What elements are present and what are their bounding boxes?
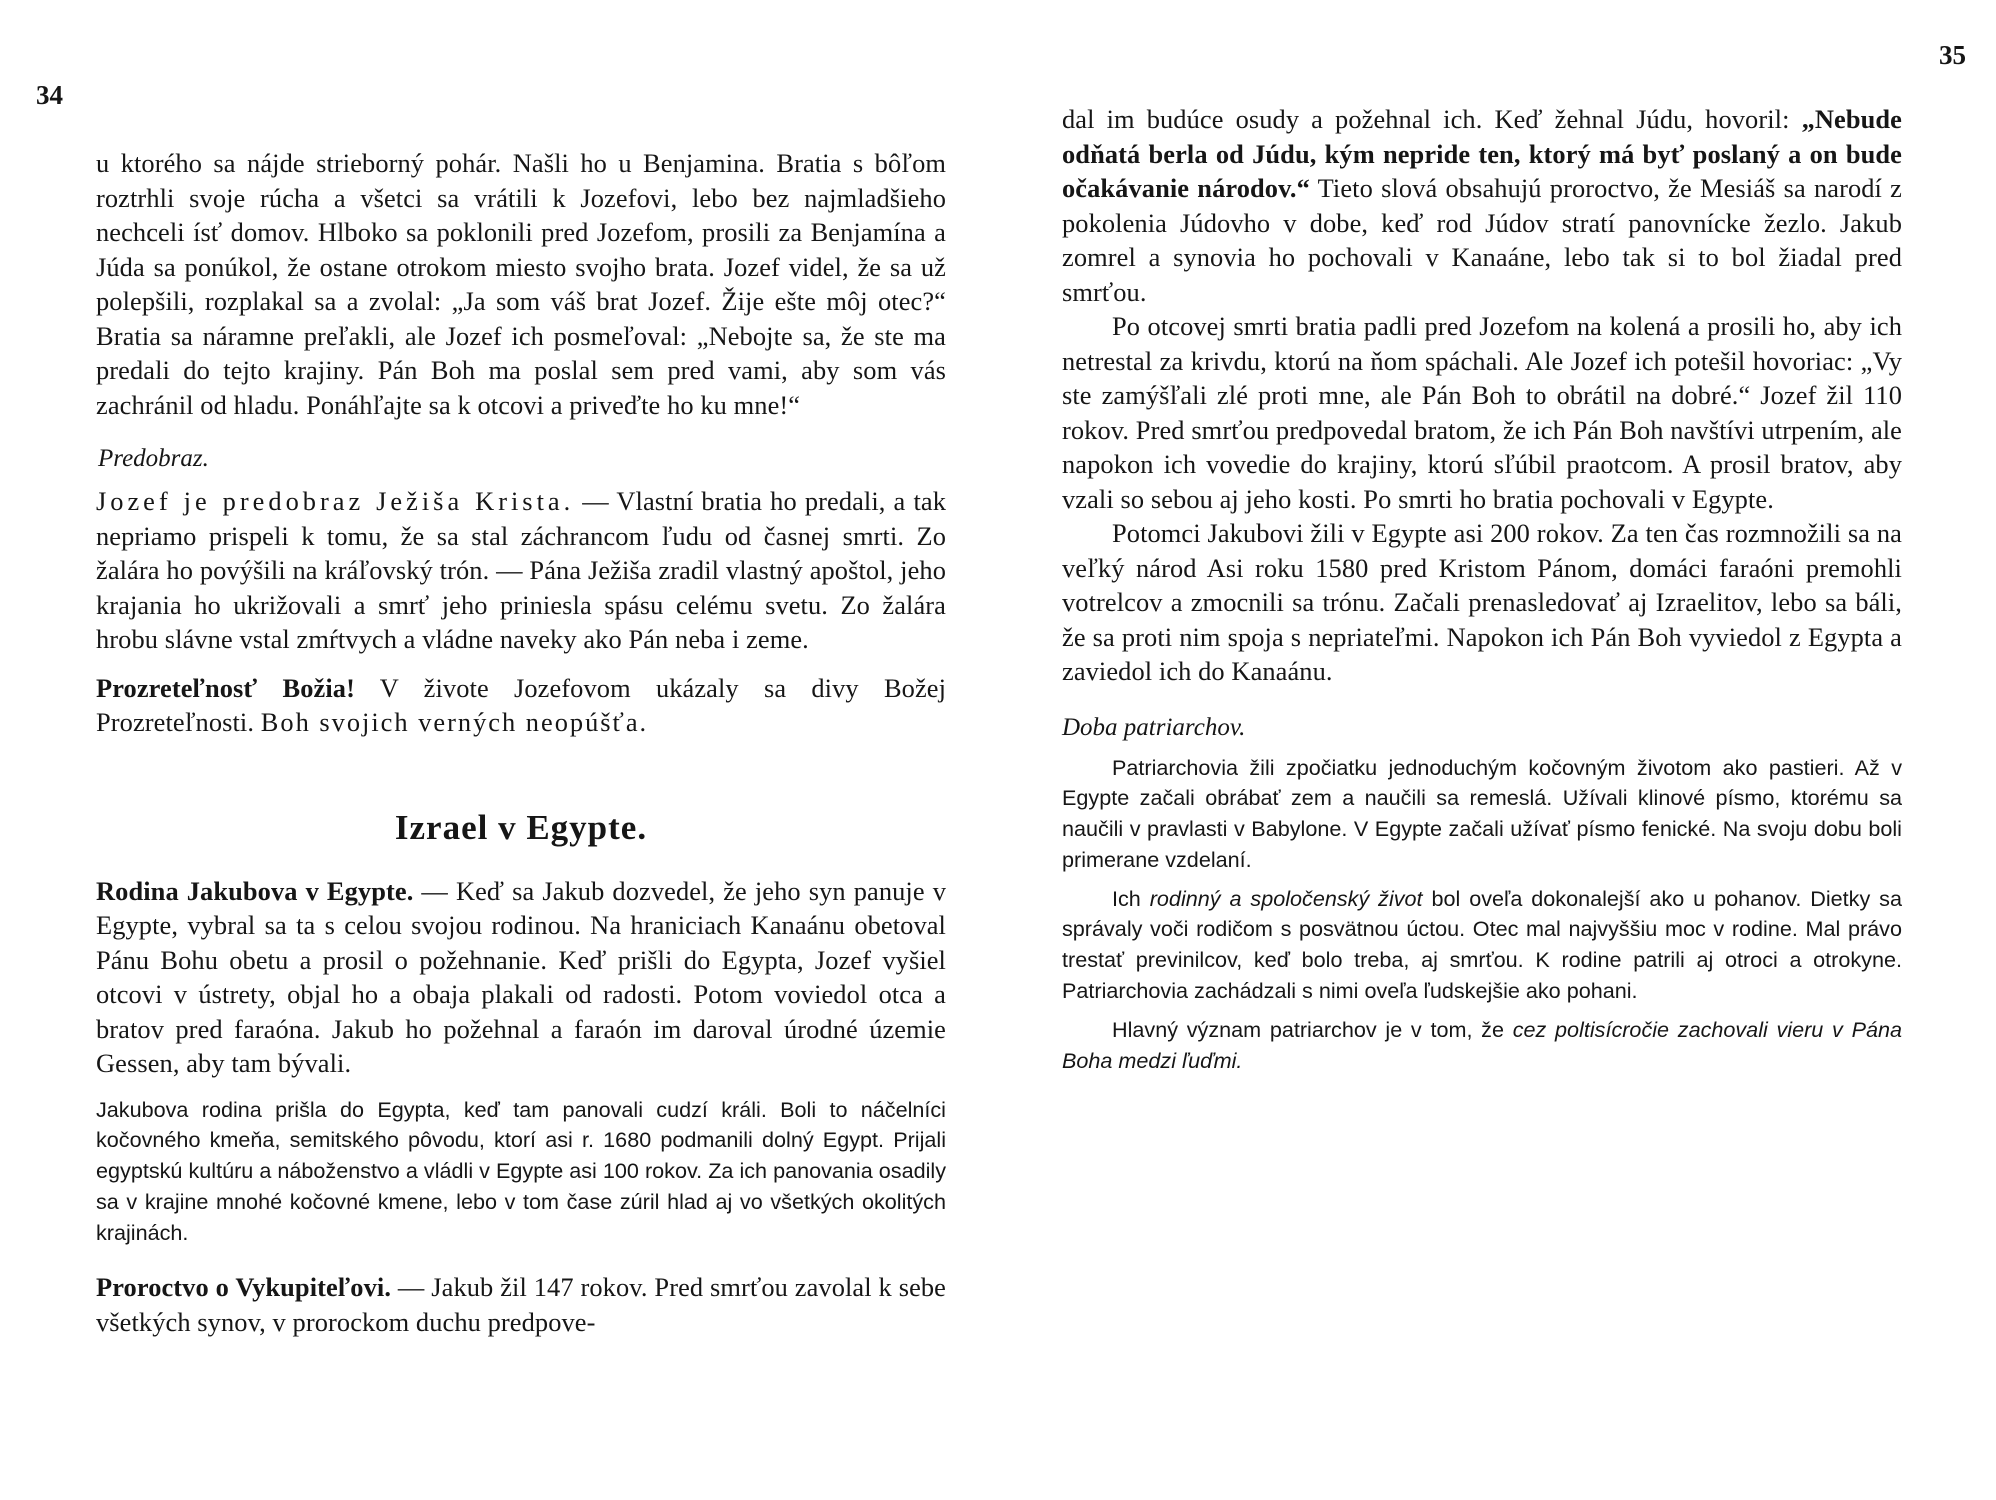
right-paragraph-6-note <box>1062 1015 1902 1077</box>
right-paragraph-3: Potomci Jakubovi žili v Egypte asi 200 rokov. Za ten čas rozmnožili sa na veľký národ Asi roku 1580 pred Kristom Pánom, domáci faraóni premohli votrelcov a zmocnili sa trónu. Začali prenasledovať aj Izraelitov, lebo sa báli, že sa proti nim spoja s nepriateľmi. Napokon ich Pán Boh vyviedol z Egypta a zaviedol ich do Kanaánu. <box>1062 518 1902 686</box>
right-paragraph-5-b: bol oveľa dokonalejší ako u pohanov. Dietky sa správaly voči rodičom s posvätnou úctou. Otec mal najvyššiu moc v rodine. Mal právo trestať previnilcov, keď bolo treba, aj smrťou. K rodine patrili aj otroci a otrokyne. Patriarchovia zachádzali s nimi oveľa ľudskejšie ako pohani. <box>1062 885 1902 1004</box>
left-paragraph-2-lead: Jozef je predobraz Ježiša Krista. <box>96 486 575 516</box>
left-paragraph-4-text: — Keď sa Jakub dozvedel, že jeho syn panuje v Egypte, vybral sa ta s celou svojou rodinou. Na hraniciach Kanaánu obetoval Pánu Bohu obetu a prosil o požehnanie. Keď prišli do Egypta, Jozef vyšiel otcovi v ústrety, objal ho a obaja plakali od radosti. Potom voviedol otca a bratov pred faraóna. Jakub ho požehnal a faraón im daroval úrodné územie Gessen, aby tam bývali. <box>96 875 946 1078</box>
left-paragraph-3 <box>96 671 946 740</box>
right-paragraph-6-a: Hlavný význam patriarchov je v tom, že <box>1112 1016 1513 1042</box>
right-paragraph-1-quote: „Nebude odňatá berla od Júdu, kým nepride ten, ktorý má byť poslaný a on bude očakávanie národov.“ <box>1062 104 1902 203</box>
right-paragraph-5-italic: rodinný a spoločenský život <box>1149 885 1423 911</box>
left-paragraph-3-lead: Prozreteľnosť Božia! <box>96 672 355 703</box>
left-paragraph-2-text: — Vlastní bratia ho predali, a tak nepriamo prispeli k tomu, že sa stal záchrancom ľudu od časnej smrti. Zo žalára ho povýšili na kráľovský trón. — Pána Ježiša zradil vlastný apoštol, jeho krajania ho ukrižovali a smrť jeho priniesla spásu celému svetu. Zo žalára hrobu slávne vstal zmŕtvych a vládne naveky ako Pán neba i zeme. <box>96 486 946 654</box>
left-paragraph-6-text: — Jakub žil 147 rokov. Pred smrťou zavolal k sebe všetkých synov, v prorockom duchu predpove- <box>96 1272 946 1337</box>
left-paragraph-6 <box>96 1270 946 1339</box>
page-number-right: 35 <box>1939 40 1966 70</box>
left-paragraph-4-lead: Rodina Jakubova v Egypte. <box>96 875 414 906</box>
right-paragraph-5-note <box>1062 884 1902 1007</box>
right-paragraph-5-a: Ich <box>1112 885 1150 911</box>
left-page <box>96 146 946 1339</box>
right-paragraph-6-italic: cez poltisícročie zachovali vieru v Pána Boha medzi ľuďmi. <box>1062 1016 1902 1073</box>
left-paragraph-4 <box>96 874 946 1081</box>
page-number-left: 34 <box>36 80 63 110</box>
left-paragraph-6-lead: Proroctvo o Vykupiteľovi. <box>96 1272 392 1303</box>
right-paragraph-4-note: Patriarchovia žili zpočiatku jednoduchým kočovným životom ako pastieri. Až v Egypte začali obrábať zem a naučili sa remeslá. Užívali klinové písmo, ktorému sa naučili v pravlasti v Babylone. V Egypte začali užívať písmo fenické. Na svoju dobu boli primerane vzdelaní. <box>1062 754 1902 872</box>
right-paragraph-1-b: Tieto slová obsahujú proroctvo, že Mesiáš sa narodí z pokolenia Júdovho v dobe, keď rod Júdov stratí panovnícke žezlo. Jakub zomrel a synovia ho pochovali v Kanaáne, lebo tak si to bol žiadal pred smrťou. <box>1062 173 1902 307</box>
left-paragraph-2 <box>96 484 946 657</box>
left-paragraph-1: u ktorého sa nájde strieborný pohár. Našli ho u Benjamina. Bratia s bôľom roztrhli svoje rúcha a všetci sa vrátili k Jozefovi, lebo bez najmladšieho nechceli ísť domov. Hlboko sa poklonili pred Jozefom, prosili za Benjamína a Júda sa ponúkol, že ostane otrokom miesto svojho brata. Jozef videl, že sa už polepšili, rozplakal sa a zvolal: „Ja som váš brat Jozef. Žije ešte môj otec?“ Bratia sa náramne preľakli, ale Jozef ich posmeľoval: „Nebojte sa, že ste ma predali do tejto krajiny. Pán Boh ma poslal sem pred vami, aby som vás zachránil od hladu. Ponáhľajte sa k otcovi a priveďte ho ku mne!“ <box>96 148 946 420</box>
chapter-title: Izrael v Egypte. <box>394 807 648 847</box>
right-paragraph-1 <box>1062 102 1902 309</box>
left-paragraph-3-tail: Boh svojich verných neopúšťa. <box>260 707 649 737</box>
left-subheading-predobraz: Predobraz. <box>98 445 209 472</box>
left-paragraph-3-mid: V živote Jozefovom ukázaly sa divy Božej Prozreteľnosti. <box>96 672 947 737</box>
right-subheading-doba-patriarchov: Doba patriarchov. <box>1062 713 1246 741</box>
left-paragraph-5-note: Jakubova rodina prišla do Egypta, keď tam panovali cudzí králi. Boli to náčelníci kočovného kmeňa, semitského pôvodu, ktorí asi r. 1680 podmanili dolný Egypt. Prijali egyptskú kultúru a náboženstvo a vládli v Egypte asi 100 rokov. Za ich panovania osadily sa v krajine mnohé kočovné kmene, lebo v tom čase zúril hlad aj vo všetkých okolitých krajinách. <box>96 1096 946 1245</box>
right-paragraph-1-a: dal im budúce osudy a požehnal ich. Keď žehnal Júdu, hovoril: <box>1062 104 1802 134</box>
right-page <box>1062 102 1902 1076</box>
right-paragraph-2: Po otcovej smrti bratia padli pred Jozefom na kolená a prosili ho, aby ich netrestal za krivdu, ktorú na ňom spáchali. Ale Jozef ich potešil hovoriac: „Vy ste zamýšľali zlé proti mne, ale Pán Boh to obrátil na dobré.“ Jozef žil 110 rokov. Pred smrťou predpovedal bratom, že ich Pán Boh navštívi utrpením, ale napokon ich vovedie do krajiny, ktorú sľúbil praotcom. A prosil bratov, aby vzali so sebou aj jeho kosti. Po smrti ho bratia pochovali v Egypte. <box>1062 311 1902 514</box>
